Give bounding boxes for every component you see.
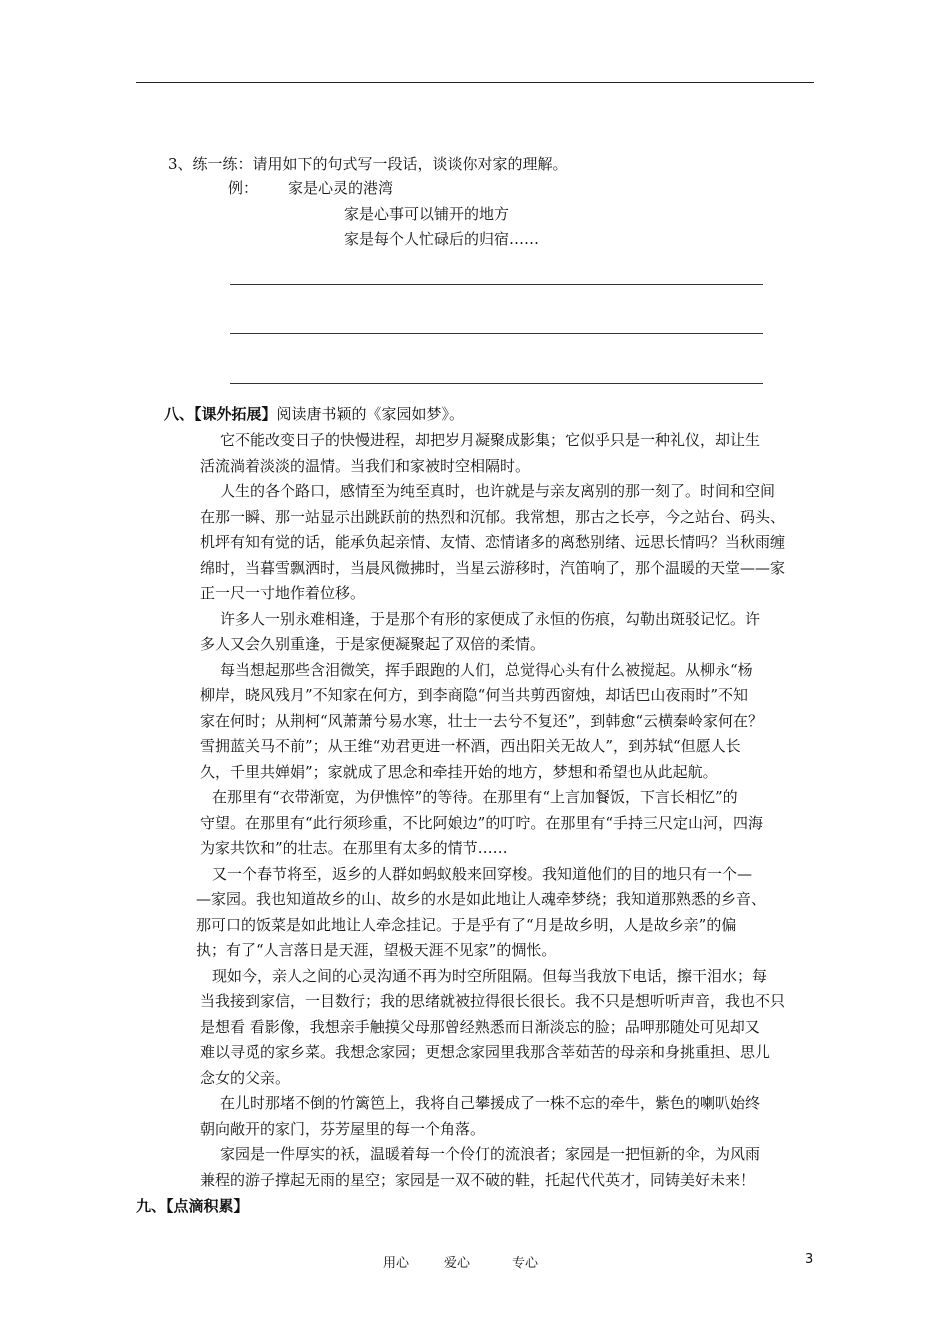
article-line: 在那一瞬、那一站显示出跳跃前的热烈和沉郁。我常想，那古之长亭，今之站台、码头、 (200, 508, 786, 526)
article-line: 家在何时；从荆柯“风萧萧兮易水寒，壮士一去兮不复还”，到韩愈“云横秦岭家何在？ (200, 712, 764, 730)
article-line: 执；有了“人言落日是天涯，望极天涯不见家”的惆怅。 (196, 941, 557, 959)
article-line: 现如今，亲人之间的心灵沟通不再为时空所阻隔。但每当我放下电话，擦干泪水；每 (212, 967, 768, 985)
article-line: 守望。在那里有“此行须珍重，不比阿娘边”的叮咛。在那里有“手持三尺定山河，四海 (200, 814, 764, 832)
answer-blank-line (230, 333, 763, 334)
header-rule (136, 82, 814, 83)
footer-motto-3: 专心 (512, 1256, 539, 1271)
article-line: 念女的父亲。 (200, 1069, 291, 1087)
article-line: 那可口的饭菜是如此地让人牵念挂记。于是乎有了“月是故乡明，人是故乡亲”的偏 (196, 916, 737, 934)
footer-motto-2: 爱心 (444, 1256, 471, 1271)
page-number: 3 (805, 1252, 814, 1267)
article-line: 家园是一件厚实的袄，温暖着每一个伶仃的流浪者；家园是一把恒新的伞，为风雨 (220, 1145, 761, 1163)
section-9-heading (136, 1196, 249, 1216)
example-line-3: 家是每个人忙碌后的归宿…… (344, 230, 540, 248)
article-line: 人生的各个路口，感情至为纯至真时，也许就是与亲友离别的那一刻了。时间和空间 (220, 482, 776, 500)
article-line: 每当想起那些含泪微笑，挥手跟跑的人们，总觉得心头有什么被搅起。从柳永“杨 (220, 661, 753, 679)
section-8-title: 【课外拓展】 (194, 405, 277, 423)
article-line: 活流淌着淡淡的温情。当我们和家被时空相隔时。 (200, 457, 531, 475)
article-line: 在那里有“衣带渐宽，为伊憔悴”的等待。在那里有“上言加餐饭，下言长相忆”的 (212, 788, 738, 806)
article-line: 雪拥蓝关马不前”；从王维“劝君更进一杯酒，西出阳关无故人”，到苏轼“但愿人长 (200, 737, 741, 755)
article-line: 兼程的游子撑起无雨的星空；家园是一双不破的鞋，托起代代英才，同铸美好未来！ (200, 1171, 756, 1189)
example-line-2: 家是心事可以铺开的地方 (344, 205, 510, 223)
example-line-1: 家是心灵的港湾 (288, 179, 394, 197)
article-line: 多人又会久别重逢，于是家便凝聚起了双倍的柔情。 (200, 635, 546, 653)
answer-blank-line (230, 284, 763, 285)
section-9-title: 【点滴积累】 (166, 1197, 249, 1215)
article-line: 久，千里共婵娟”；家就成了思念和牵挂开始的地方，梦想和希望也从此起航。 (200, 763, 718, 781)
article-line: 许多人一别永难相逢，于是那个有形的家便成了永恒的伤痕，勾勒出斑驳记忆。许 (220, 610, 761, 628)
example-label: 例： (228, 179, 259, 197)
article-line: 正一尺一寸地作着位移。 (200, 584, 366, 602)
section-8-intro: 阅读唐书颖的《家园如梦》。 (276, 405, 465, 423)
article-line: 难以寻觅的家乡菜。我想念家园；更想念家园里我那含莘茹苦的母亲和身挑重担、思儿 (200, 1043, 771, 1061)
footer-motto-1: 用心 (383, 1256, 410, 1271)
article-line: 在儿时那堵不倒的竹篱笆上，我将自己攀援成了一株不忘的牵牛，紫色的喇叭始终 (220, 1094, 761, 1112)
article-line: 又一个春节将至，返乡的人群如蚂蚁般来回穿梭。我知道他们的目的地只有一个— (212, 865, 753, 883)
article-line: 它不能改变日子的快慢进程，却把岁月凝聚成影集；它似乎只是一种礼仪，却让生 (220, 431, 761, 449)
section-8-number: 八、 (164, 405, 195, 423)
article-line: —家园。我也知道故乡的山、故乡的水是如此地让人魂牵梦绕；我知道那熟悉的乡音、 (196, 890, 767, 908)
article-line: 当我接到家信，一目数行；我的思绪就被拉得很长很长。我不只是想听听声音，我也不只 (200, 992, 786, 1010)
article-line: 朝向敞开的家门，芬芳屋里的每一个角落。 (200, 1120, 486, 1138)
article-line: 柳岸，晓风残月”不知家在何方，到李商隐“何当共剪西窗烛，却话巴山夜雨时”不知 (200, 686, 749, 704)
answer-blank-line (230, 383, 763, 384)
exercise-prompt: 3、练一练：请用如下的句式写一段话，谈谈你对家的理解。 (168, 155, 568, 173)
article-line: 为家共饮和”的壮志。在那里有太多的情节…… (200, 839, 508, 857)
section-8-heading (164, 404, 464, 424)
article-line: 是想看 看影像，我想亲手触摸父母那曾经熟悉而日渐淡忘的脸；品呷那随处可见却又 (200, 1018, 760, 1036)
section-9-number: 九、 (136, 1197, 167, 1215)
article-line: 绵时，当暮雪飘洒时，当晨风微拂时，当星云游移时，汽笛响了，那个温暖的天堂——家 (200, 559, 786, 577)
article-line: 机坪有知有觉的话，能承负起亲情、友情、恋情诸多的离愁别绪、远思长情吗？当秋雨缠 (200, 533, 786, 551)
